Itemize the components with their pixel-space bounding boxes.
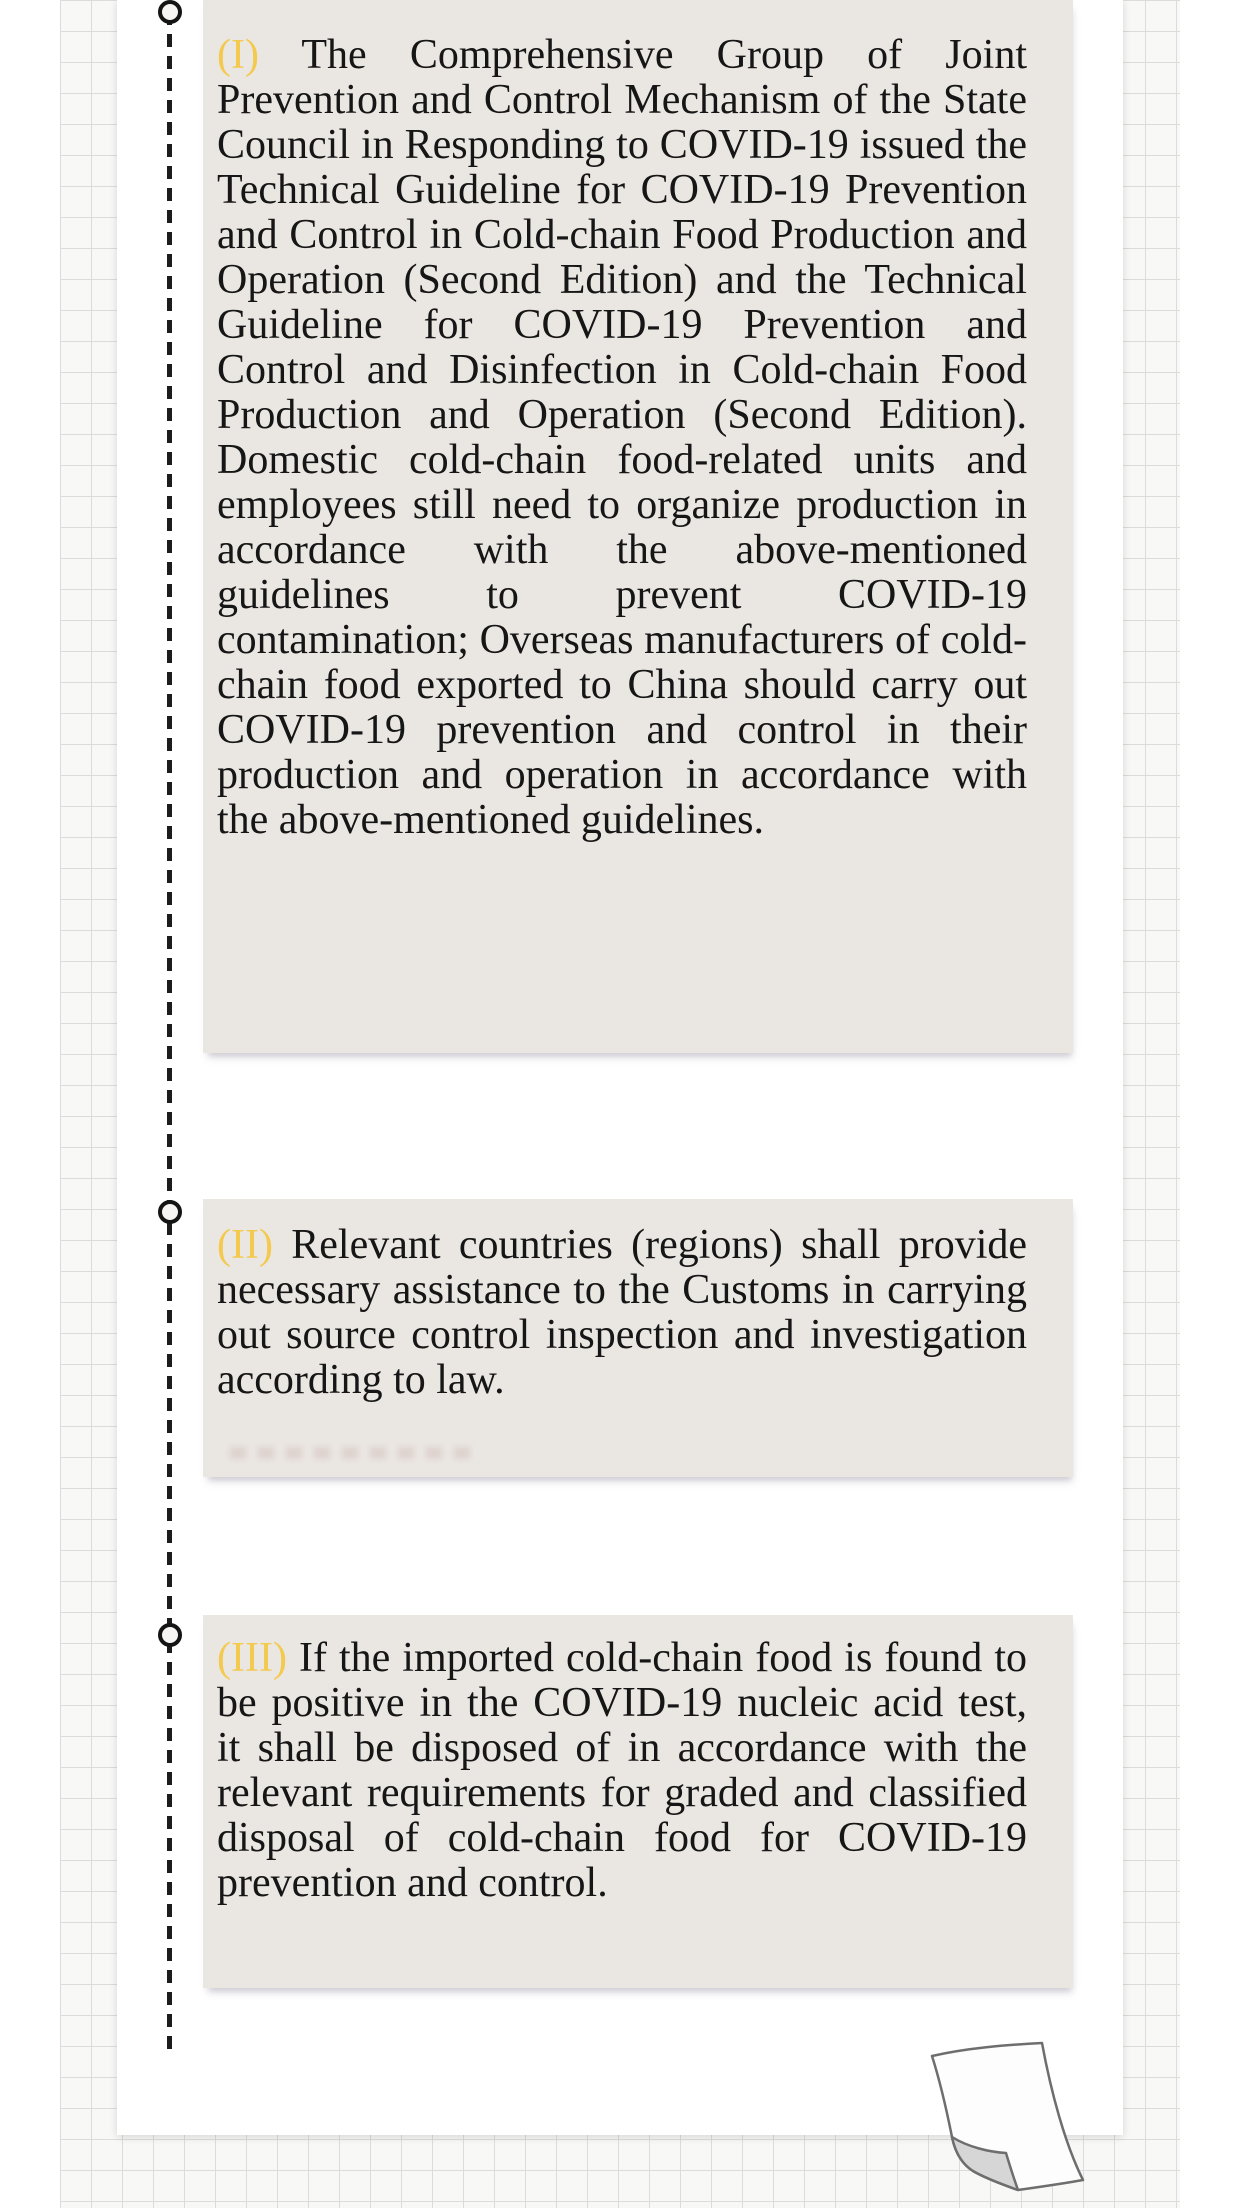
section-block-1 [203,0,1073,1053]
faded-text-artifact [230,1447,480,1459]
section-text: The Comprehensive Group of Joint Prevention and Control Mechanism of the State Council in Responding to COVID-19 issued the Technical Guideline for COVID-19 Prevention and Control in Cold-chain Food Production and Operation (Second Edition) and the Technical Guideline for COVID-19 Prevention and Control and Disinfection in Cold-chain Food Production and Operation (Second Edition). Domestic cold-chain food-related units and employees still need to organize production in accordance with the above-mentioned guidelines to prevent COVID-19 contamination; Overseas manufacturers of cold-chain food exported to China should carry out COVID-19 prevention and control in their production and operation in accordance with the above-mentioned guidelines. [217,32,1027,843]
section-text: Relevant countries (regions) shall provide necessary assistance to the Customs in carrying out source control inspection and investigation according to law. [217,1222,1028,1403]
timeline-node-icon [158,0,182,24]
timeline-node-icon [158,1623,182,1647]
timeline-node-icon [158,1200,182,1224]
section-numeral: (III) [217,1635,287,1681]
section-numeral: (II) [217,1222,273,1268]
section-text: If the imported cold-chain food is found to be positive in the COVID-19 nucleic acid test, it shall be disposed of in accordance with the relevant requirements for graded and classified disposal of cold-chain food for COVID-19 prevention and control. [217,1635,1027,1906]
section-block-3 [203,1615,1073,1988]
timeline-dashed-line [167,12,172,2055]
section-numeral: (I) [217,32,259,78]
section-block-2 [203,1199,1073,1477]
page-curl-icon [905,2030,1095,2205]
